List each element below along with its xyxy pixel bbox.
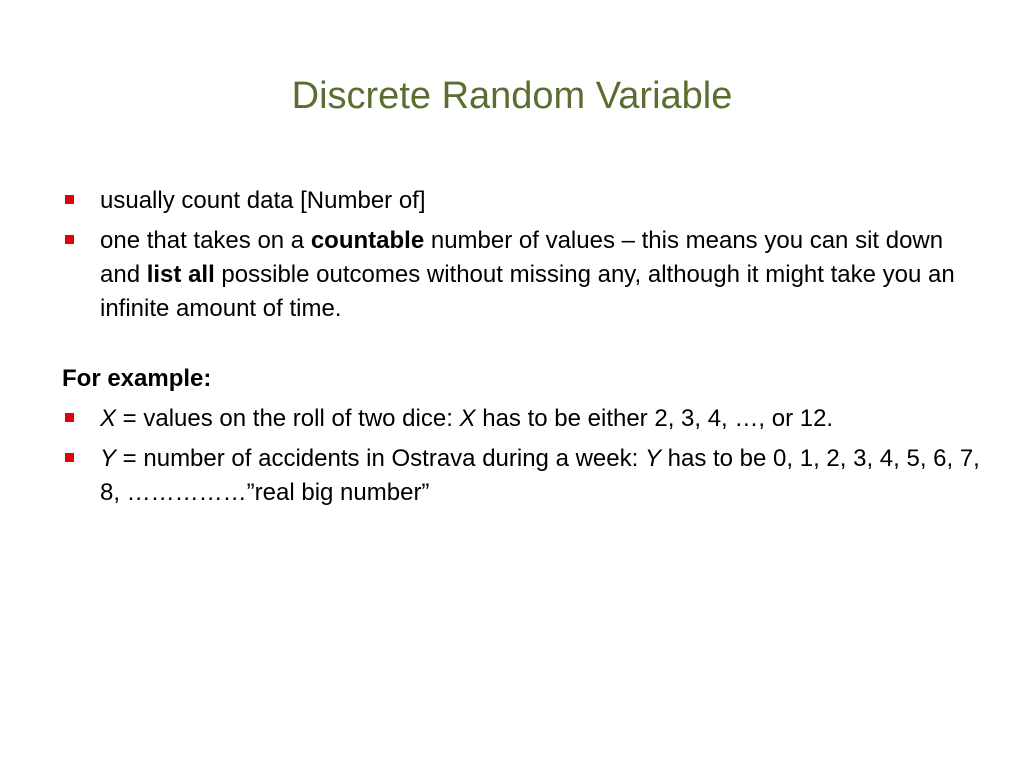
definition-list [62, 184, 982, 326]
square-bullet-icon [65, 235, 74, 244]
example-text-part: = number of accidents in Ostrava during a week: [116, 445, 645, 472]
bullet-text-part: one that takes on a [100, 227, 311, 254]
list-item [62, 184, 982, 218]
emphasis-countable: countable [310, 227, 425, 254]
example-text-part: = values on the roll of two dice: [116, 405, 460, 432]
example-heading: For example: [62, 365, 212, 392]
square-bullet-icon [65, 453, 74, 462]
bullet-text-part: possible outcomes without missing any, although it might take you an infinite amount of time. [100, 261, 955, 322]
square-bullet-icon [65, 413, 74, 422]
list-item [62, 442, 982, 510]
example-text-part: has to be 0, 1, 2, 3, 4, 5, 6, 7, 8, ……………”real big number” [100, 445, 980, 506]
bullet-text: usually count data [Number of] [100, 187, 426, 214]
example-text-part: has to be either 2, 3, 4, …, or 12. [475, 405, 834, 432]
list-item [62, 224, 982, 326]
variable-y: Y [644, 445, 661, 472]
bullet-text-part: number of values – this means you can sit down and [100, 227, 944, 288]
spacer [62, 332, 982, 362]
slide-content [62, 184, 982, 516]
example-list [62, 402, 982, 510]
slide-title: Discrete Random Variable [291, 75, 733, 117]
emphasis-list-all: list all [146, 261, 215, 288]
variable-x: X [100, 405, 117, 432]
square-bullet-icon [65, 195, 74, 204]
variable-y: Y [100, 445, 117, 472]
variable-x: X [459, 405, 476, 432]
list-item [62, 402, 982, 436]
